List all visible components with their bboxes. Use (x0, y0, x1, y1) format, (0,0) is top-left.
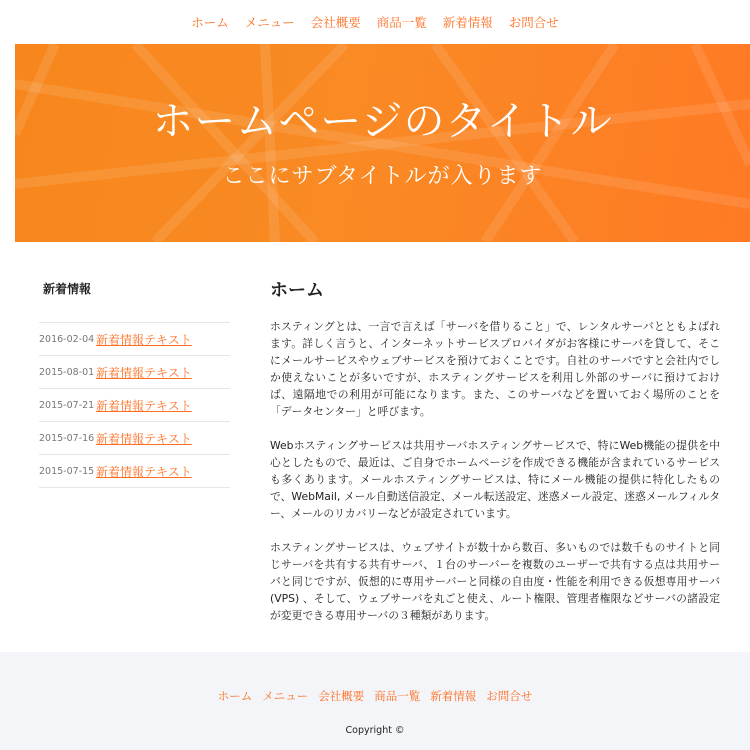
nav-link-company[interactable]: 会社概要 (310, 15, 361, 30)
nav-link-home[interactable]: ホーム (191, 15, 229, 30)
site-footer (0, 652, 750, 750)
news-date: 2015-07-21 (39, 399, 95, 411)
footer-link-products[interactable]: 商品一覧 (374, 689, 421, 703)
hero-banner (15, 44, 750, 242)
news-date: 2015-07-16 (39, 432, 95, 444)
sidebar-heading: 新着情報 (39, 282, 230, 323)
nav-link-products[interactable]: 商品一覧 (376, 15, 427, 30)
footer-nav (0, 688, 750, 704)
article-paragraph: ホスティングサービスは、ウェブサイトが数十から数百、多いものでは数千ものサイトと同じサーバを共有する共有サーバ、１台のサーバーを複数のユーザーで共有する点は共用サーバと同じですが、仮想的に専用サーバーと同様の自由度・性能を利用できる仮想専用サーバ(VPS) 、そして、ウェブサーバを丸ごと使え、ルート権限、管理者権限などサーバの諸設定が変更できる専用サーバの３種類があります。 (270, 541, 720, 623)
news-item (39, 422, 230, 455)
footer-link-news[interactable]: 新着情報 (430, 689, 477, 703)
hero-title: ホームページのタイトル (152, 97, 613, 145)
news-link[interactable]: 新着情報テキスト (96, 398, 192, 413)
article-paragraph: Webホスティングサービスは共用サーバホスティングサービスで、特にWeb機能の提供を中心としたもので、最近は、ご自身でホームページを作成できる機能が含まれているサービスも多くあります。メールホスティングサービスは、特にメール機能の提供に特化したもので、WebMail, メール自動送信設定、メール転送設定、迷惑メール設定、迷惑メールフィルター、メールのリカバリーなどが設定されています。 (270, 439, 720, 521)
content-area (0, 242, 750, 652)
news-link[interactable]: 新着情報テキスト (96, 431, 192, 446)
footer-link-menu[interactable]: メニュー (262, 689, 309, 703)
news-item (39, 323, 230, 356)
news-sidebar (39, 282, 230, 652)
top-nav (0, 0, 750, 44)
nav-link-news[interactable]: 新着情報 (442, 15, 493, 30)
news-link[interactable]: 新着情報テキスト (96, 464, 192, 479)
news-item (39, 455, 230, 488)
news-date: 2016-02-04 (39, 333, 95, 345)
news-date: 2015-08-01 (39, 366, 95, 378)
news-item (39, 389, 230, 422)
footer-link-company[interactable]: 会社概要 (318, 689, 365, 703)
hero-subtitle: ここにサブタイトルが入ります (222, 164, 543, 189)
main-article (270, 282, 720, 652)
footer-link-contact[interactable]: お問合せ (486, 689, 533, 703)
page-heading: ホーム (270, 280, 324, 301)
nav-link-contact[interactable]: お問合せ (508, 15, 559, 30)
nav-link-menu[interactable]: メニュー (244, 15, 295, 30)
footer-link-home[interactable]: ホーム (217, 689, 253, 703)
copyright-text: Copyright © (345, 725, 405, 736)
news-date: 2015-07-15 (39, 465, 95, 477)
article-paragraph: ホスティングとは、一言で言えば「サーバを借りること」で、レンタルサーバとともよばれます。詳しく言うと、インターネットサービスプロバイダがお客様にサーバを貸して、そこにメールサービスやウェブサービスを預けておくことです。自社のサーバですと会社内でしか使えないことが多いですが、ホスティングサービスを利用し外部のサーバに預けておけば、遠隔地での利用が可能になります。また、このサーバなどを置いておく場所のことを「データセンター」と呼びます。 (270, 320, 720, 419)
news-link[interactable]: 新着情報テキスト (96, 332, 192, 347)
news-link[interactable]: 新着情報テキスト (96, 365, 192, 380)
news-item (39, 356, 230, 389)
